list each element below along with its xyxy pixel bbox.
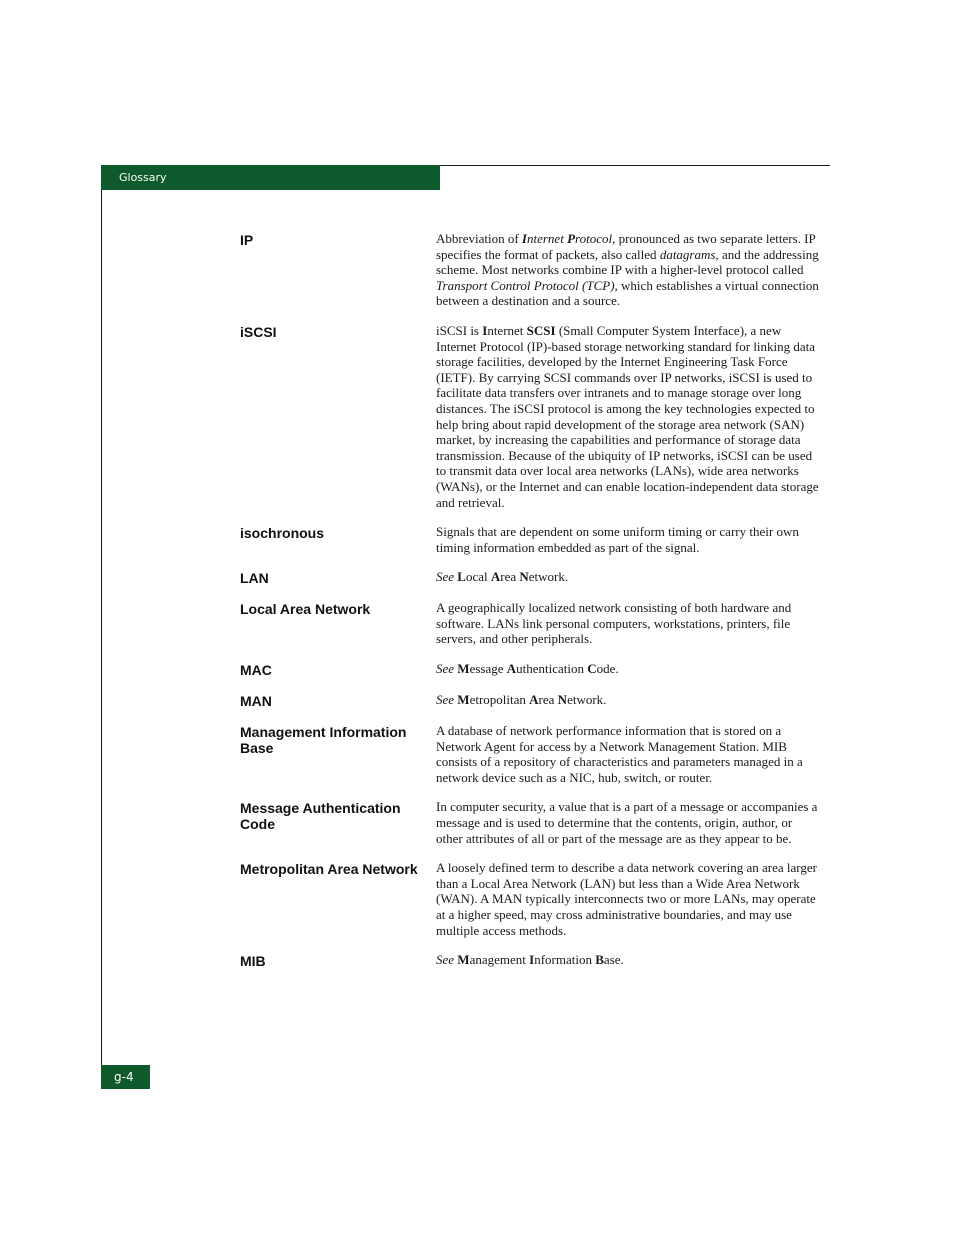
page-number-badge: [101, 1065, 150, 1089]
definition-text: datagrams,: [659, 246, 719, 262]
glossary-entry: [240, 799, 830, 846]
glossary-term: Metropolitan Area Network: [240, 861, 418, 878]
definition-text: M: [457, 952, 470, 968]
glossary-definition: [436, 231, 820, 309]
definition-text: essage: [469, 661, 507, 677]
glossary-term: IP: [240, 232, 254, 248]
glossary-entry: [240, 692, 830, 709]
definition-text: ase.: [603, 952, 624, 968]
margin-rule: [101, 165, 102, 1089]
definition-text: iSCSI is: [436, 322, 483, 338]
definition-text: anagement: [469, 952, 530, 968]
glossary-entry: [240, 952, 830, 969]
glossary-definition: [436, 661, 820, 678]
definition-text: Signals that are dependent on some uniform timing or carry their own timing information embedded as part of the signal.: [436, 524, 799, 555]
definition-text: P: [567, 231, 576, 246]
definition-text: A geographically localized network consisting of both hardware and software. LANs link personal computers, workstations, printers, file servers, and other peripherals.: [436, 600, 792, 647]
glossary-definition: [436, 323, 820, 510]
definition-text: See: [436, 661, 455, 677]
definition-text: nternet: [526, 231, 568, 246]
glossary-entry: [240, 524, 830, 555]
glossary-definition: [436, 692, 820, 709]
glossary-entry: [240, 600, 830, 647]
definition-text: B: [595, 952, 604, 968]
definition-text: (Small Computer System Interface), a new Internet Protocol (IP)-based storage networking standard for linking data storage facilities, developed by the Internet Engineering Task Force (IETF). By carrying SCSI commands over IP networks, iSCSI is used to facilitate data transfers over intranets and to manage storage over long distances. The iSCSI protocol is among the key technologies expected to help bring about rapid development of the storage area network (SAN) market, by increasing the capabilities and performance of storage data transmission. Because of the ubiquity of IP networks, iSCSI can be used to transmit data over local area networks (LANs), wide area networks (WANs), or the Internet and can enable location-independent data storage and retrieval.: [436, 322, 819, 510]
page-number: g-4: [114, 1070, 134, 1084]
section-title: Glossary: [119, 171, 167, 184]
glossary-term: iSCSI: [240, 323, 277, 340]
glossary-entry: [240, 723, 830, 785]
definition-text: , which establishes a virtual connection between a destination and a source.: [436, 277, 819, 309]
section-header: [101, 165, 440, 190]
glossary-definition: [436, 524, 820, 555]
glossary-entry: [240, 231, 830, 309]
definition-text: A: [490, 569, 501, 585]
definition-text: A loosely defined term to describe a data network covering an area larger than a Local Area Network (LAN) but less than a Wide Area Network (WAN). A MAN typically interconnects two or more LANs, may operate at a higher speed, may cross administrative boundaries, and may use multiple access methods.: [436, 860, 817, 938]
definition-text: M: [457, 692, 470, 708]
glossary-term: LAN: [240, 570, 269, 587]
definition-text: rea: [500, 569, 520, 585]
definition-text: Transport Control Protocol (TCP): [436, 277, 615, 293]
definition-text: See: [436, 569, 455, 585]
definition-text: I: [529, 952, 535, 968]
definition-text: C: [587, 661, 597, 677]
glossary-entry: [240, 569, 830, 586]
definition-text: N: [557, 692, 568, 708]
definition-text: I: [521, 231, 527, 246]
definition-text: A: [506, 661, 517, 677]
definition-text: etropolitan: [469, 692, 530, 708]
definition-text: ode.: [596, 661, 619, 677]
definition-text: I: [482, 322, 488, 338]
definition-text: SCSI: [526, 322, 556, 338]
glossary-entry: [240, 860, 830, 938]
definition-text: See: [436, 952, 455, 968]
definition-text: etwork.: [567, 692, 607, 708]
glossary-entry: [240, 661, 830, 678]
definition-text: and the addressing scheme. Most networks combine IP with a higher-level protocol called: [436, 246, 819, 278]
glossary-term: Message Authentication Code: [240, 800, 401, 833]
definition-text: M: [457, 661, 470, 677]
definition-text: N: [519, 569, 529, 585]
glossary-definition: [436, 569, 820, 586]
definition-text: etwork.: [528, 569, 569, 585]
definition-text: In computer security, a value that is a part of a message or accompanies a message and is used to determine that the contents, origin, author, or other attributes of all or part of the message are as they appear to be.: [436, 799, 818, 846]
definition-text: pronounced as two separate letters. IP specifies the format of packets, also called: [436, 231, 816, 262]
definition-text: A database of network performance information that is stored on a Network Agent for access by a Network Management Station. MIB consists of a repository of characteristics and parameters managed in a network device such as a NIC, hub, switch, or router.: [436, 723, 803, 785]
glossary-definition: [436, 723, 820, 785]
glossary-entry: [240, 323, 830, 510]
glossary-definition: [436, 860, 820, 938]
glossary-definition: [436, 952, 820, 969]
definition-text: rotocol,: [575, 231, 616, 246]
definition-text: nformation: [534, 952, 596, 968]
glossary-term: MAC: [240, 662, 272, 679]
definition-text: L: [457, 569, 466, 585]
definition-text: uthentication: [516, 661, 588, 677]
definition-text: nternet: [487, 322, 527, 338]
glossary-list: [240, 231, 830, 983]
glossary-definition: [436, 799, 820, 846]
definition-text: rea: [538, 692, 558, 708]
glossary-term: MIB: [240, 953, 266, 970]
glossary-term: Local Area Network: [240, 601, 371, 618]
definition-text: See: [436, 692, 455, 708]
glossary-term: MAN: [240, 693, 272, 710]
glossary-definition: [436, 600, 820, 647]
definition-text: Abbreviation of: [436, 231, 522, 246]
glossary-term: Management Information Base: [240, 724, 407, 757]
definition-text: ocal: [465, 569, 491, 585]
glossary-term: isochronous: [240, 525, 325, 542]
definition-text: A: [529, 692, 539, 708]
